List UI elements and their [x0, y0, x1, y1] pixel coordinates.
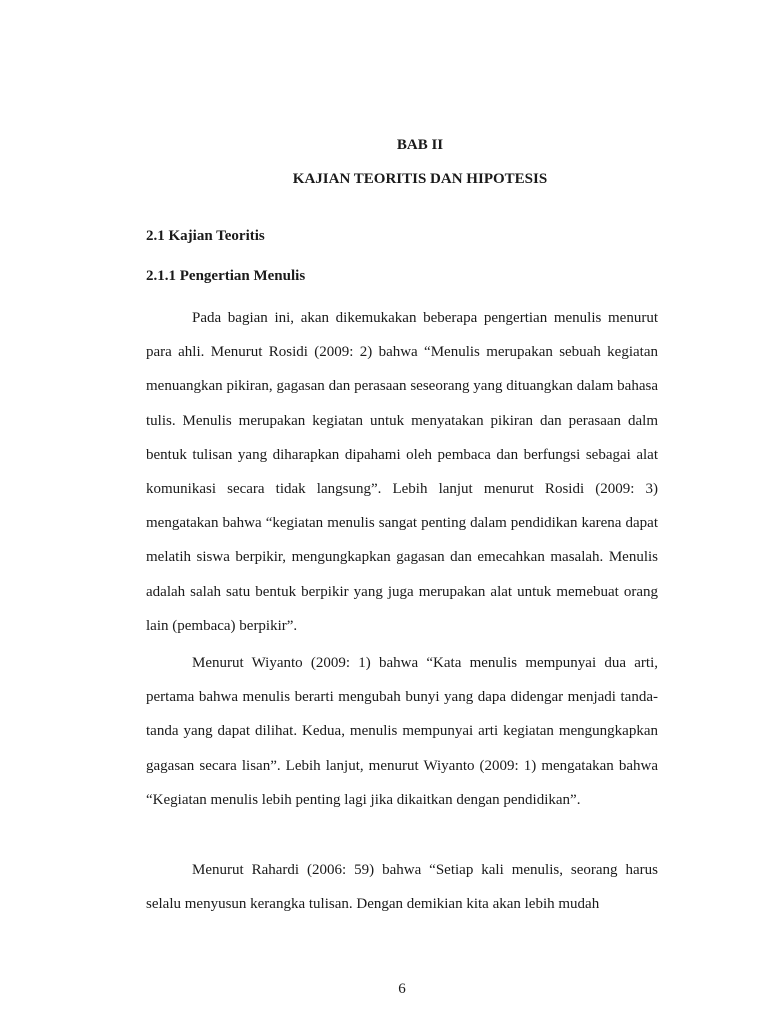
paragraph: Pada bagian ini, akan dikemukakan beberapa pengertian menulis menurut para ahli. Menurut Rosidi (2009: 2) bahwa “Menulis merupakan sebuah kegiatan menuangkan pikiran, gagasan dan perasaan seseorang yang dituangkan dalam bahasa tulis. Menulis merupakan kegiatan untuk menyatakan pikiran dan perasaan dalm bentuk tulisan yang diharapkan dipahami oleh pembaca dan berfungsi sebagai alat komunikasi secara tidak langsung”. Lebih lanjut menurut Rosidi (2009: 3) mengatakan bahwa “kegiatan menulis sangat penting dalam pendidikan karena dapat melatih siswa berpikir, mengungkapkan gagasan dan emecahkan masalah. Menulis adalah salah satu bentuk berpikir yang juga merupakan alat untuk memebuat orang lain (pembaca) berpikir”.: [146, 310, 658, 634]
paragraph-3-block: [146, 853, 658, 921]
paragraph-1-block: [146, 301, 658, 643]
chapter-title: KAJIAN TEORITIS DAN HIPOTESIS: [292, 171, 548, 187]
chapter-number: BAB II: [396, 137, 444, 153]
paragraph: Menurut Rahardi (2006: 59) bahwa “Setiap kali menulis, seorang harus selalu menyusun kerangka tulisan. Dengan demikian kita akan lebih mudah: [146, 862, 658, 913]
paragraph: Menurut Wiyanto (2009: 1) bahwa “Kata menulis mempunyai dua arti, pertama bahwa menulis berarti mengubah bunyi yang dapa didengar menjadi tanda-tanda yang dapat dilihat. Kedua, menulis mempunyai arti kegiatan mengungkapkan gagasan secara lisan”. Lebih lanjut, menurut Wiyanto (2009: 1) mengatakan bahwa “Kegiatan menulis lebih penting lagi jika dikaitkan dengan pendidikan”.: [146, 655, 658, 808]
subsection-heading: 2.1.1 Pengertian Menulis: [146, 268, 306, 284]
section-heading: 2.1 Kajian Teoritis: [146, 228, 265, 244]
page-number: 6: [398, 981, 406, 997]
paragraph-2-block: [146, 646, 658, 817]
